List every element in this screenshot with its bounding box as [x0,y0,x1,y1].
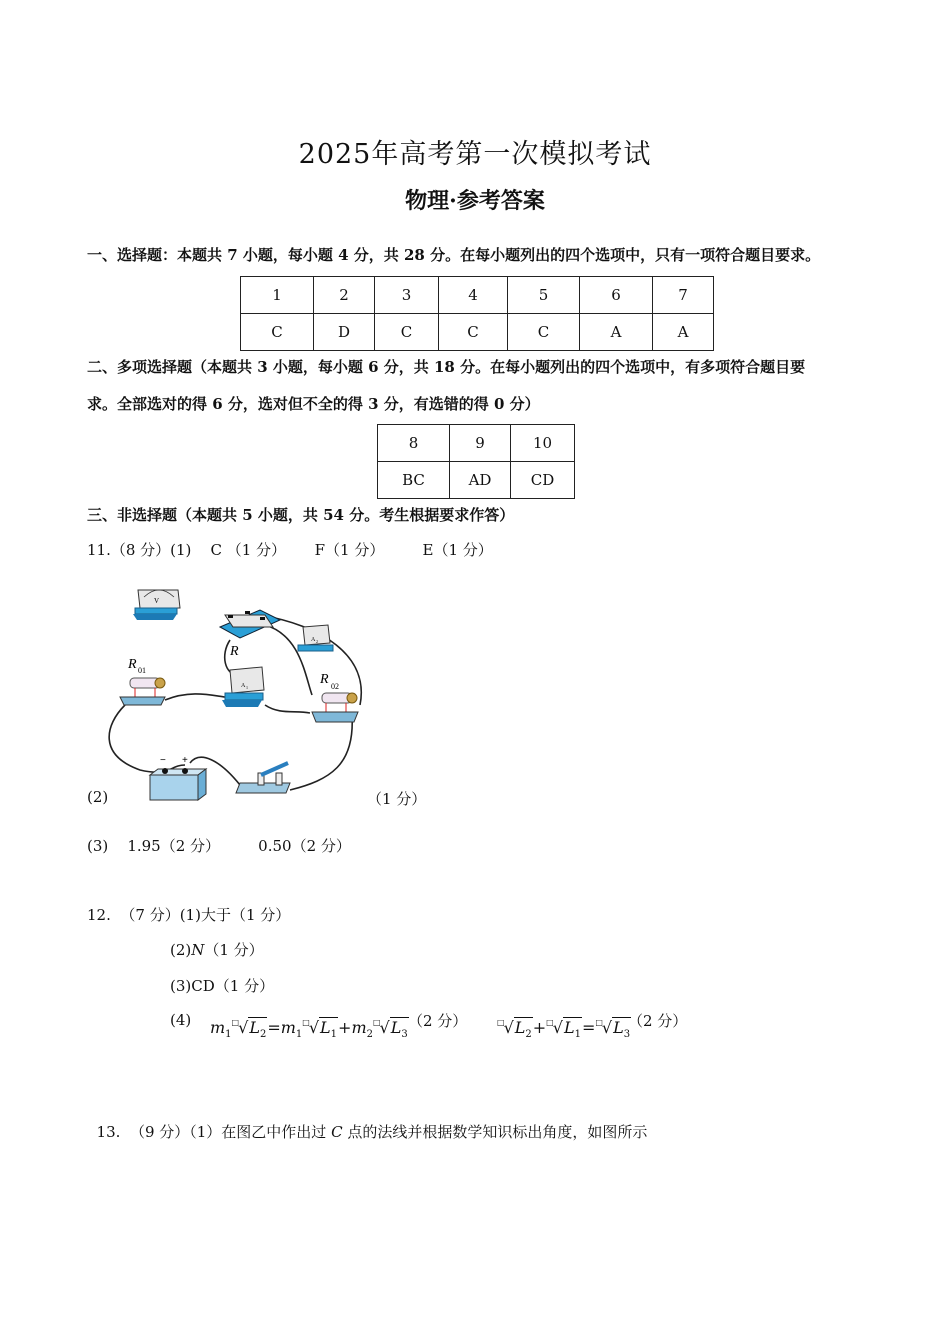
question-number: 10 [511,425,575,462]
section2-heading-line2: 求。全部选对的得 6 分，选对但不全的得 3 分，有选错的得 0 分） [87,395,540,413]
ammeter-a1-sub: 1 [246,685,248,690]
formula-sub: 1 [225,1029,232,1041]
q12-part3: (3)CD（1 分） [170,977,275,995]
answer-cell: AD [450,462,511,499]
formula-root-index: □ [595,1018,603,1027]
q12-part2-prefix: (2) [170,941,192,959]
formula-var: m [210,1018,226,1037]
answer-cell: C [375,314,439,351]
table-row [378,462,575,499]
q12-part2-var: N [191,941,205,959]
section3-heading: 三、非选择题（本题共 5 小题，共 54 分。考生根据要求作答） [87,506,515,524]
formula-root-index: □ [372,1018,381,1027]
ammeter-a2-sub: 2 [316,639,318,644]
r02-label: R [320,672,329,687]
q13-var: C [331,1123,343,1141]
formula-sub: 2 [366,1029,373,1041]
formula-sub: 2 [259,1029,267,1041]
q11-part1: 11.（8 分）(1) C （1 分） F（1 分） E（1 分） [87,541,493,559]
formula-sub: 2 [525,1029,532,1041]
q11-part2-label: (2) [87,788,109,806]
formula-var: L [249,1018,260,1037]
question-number: 9 [450,425,511,462]
formula-plus: + [532,1018,547,1037]
question-number: 6 [580,277,653,314]
formula-sub: 3 [623,1029,631,1041]
switch [236,763,290,793]
q12-part4-label: (4) [170,1011,192,1029]
formula-var: L [390,1018,402,1037]
r01-subscript: 01 [138,666,146,675]
question-number: 8 [378,425,450,462]
formula-var: L [514,1018,526,1037]
formula-eq: = [581,1018,596,1037]
q12-formula-1: $m_1^□√L_2=m_1^□√L_1+m_2^□√L_3$ [210,1018,408,1041]
ammeter-a2 [298,625,333,651]
formula-sub: 1 [330,1029,338,1041]
question-number: 3 [375,277,439,314]
formula-root-index: □ [231,1018,240,1027]
answer-cell: BC [378,462,450,499]
table-row [241,314,714,351]
table-row [378,425,575,462]
exam-title: 2025年高考第一次模拟考试 [298,139,652,170]
question-number: 7 [653,277,714,314]
resistance-box-label: R [230,644,239,659]
answer-cell: A [653,314,714,351]
question-number: 2 [314,277,375,314]
battery-minus: − [160,755,166,766]
formula-root-index: □ [546,1018,554,1027]
ammeter-a1 [222,667,264,707]
section1-answer-table [240,276,714,351]
answer-cell: C [439,314,508,351]
q12-score-b: （2 分） [628,1012,688,1030]
formula-sub: 1 [295,1029,303,1041]
answer-cell: C [508,314,580,351]
table-row [241,277,714,314]
formula-var: L [613,1018,624,1037]
circuit-diagram [100,565,375,805]
section2-answer-table [377,424,575,499]
ammeter-a2-label: A [311,637,316,643]
ammeter-a1-label: A [241,683,246,689]
exam-subtitle: 物理·参考答案 [405,188,545,214]
formula-eq: = [267,1018,281,1037]
formula-var: L [320,1018,331,1037]
answer-cell: D [314,314,375,351]
q11-part2-score: （1 分） [367,790,427,808]
q11-part3: (3) 1.95（2 分） 0.50（2 分） [87,837,351,855]
q12-part1: 12. （7 分）(1)大于（1 分） [87,906,291,924]
answer-cell: C [241,314,314,351]
q12-part2-score: （1 分） [204,941,264,959]
battery [150,755,206,800]
answer-cell: A [580,314,653,351]
q12-score-a: （2 分） [408,1012,468,1030]
q13-prefix: 13. （9 分）（1）在图乙中作出过 [96,1123,332,1141]
formula-root-index: □ [497,1018,505,1027]
r01-label: R [128,657,137,672]
formula-var: L [563,1018,575,1037]
voltmeter-label: V [154,597,160,605]
r02-subscript: 02 [331,682,339,691]
q13-suffix: 点的法线并根据数学知识标出角度，如图所示 [342,1123,648,1141]
battery-plus: + [182,755,188,766]
q13-part1 [87,1103,647,1142]
formula-var: m [280,1018,296,1037]
section1-heading: 一、选择题：本题共 7 小题，每小题 4 分，共 28 分。在每小题列出的四个选项中，只有一项符合题目要求。 [87,246,821,264]
question-number: 5 [508,277,580,314]
formula-sub: 3 [401,1029,408,1041]
formula-root-index: □ [302,1018,310,1027]
resistance-box [220,610,280,659]
resistor-r01 [120,657,165,705]
formula-var: m [351,1018,367,1037]
question-number: 1 [241,277,314,314]
resistor-r02 [312,672,358,722]
section2-heading-line1: 二、多项选择题（本题共 3 小题，每小题 6 分，共 18 分。在每小题列出的四个选项中，有多项符合题目要 [87,358,806,376]
answer-cell: CD [511,462,575,499]
formula-plus: + [338,1018,352,1037]
q12-part2 [170,939,264,960]
voltmeter [133,590,180,620]
q12-formula-2: $^□√L_2+^□√L_1=^□√L_3$ [497,1018,631,1041]
formula-sub: 1 [574,1029,581,1041]
question-number: 4 [439,277,508,314]
